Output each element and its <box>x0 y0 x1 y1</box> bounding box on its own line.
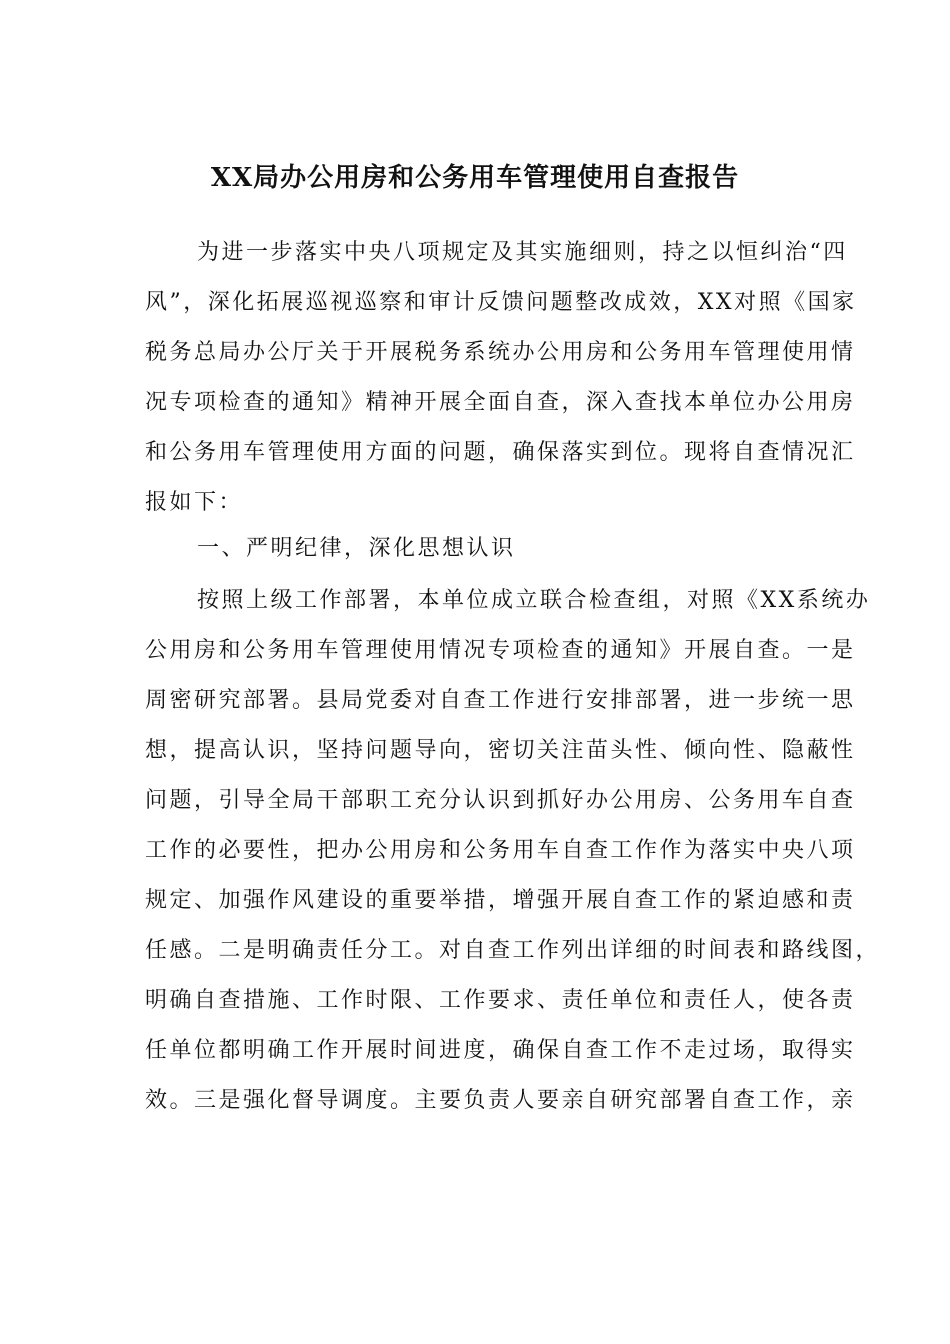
section-heading <box>145 524 805 574</box>
paragraph-line: 税务总局办公厅关于开展税务系统办公用房和公务用车管理使用情 <box>145 340 856 365</box>
paragraph-line: 和公务用车管理使用方面的问题，确保落实到位。现将自查情况汇 <box>145 440 856 465</box>
paragraph-line: 按照上级工作部署，本单位成立联合检查组，对照《XX系统办 <box>197 588 871 613</box>
paragraph-line: 规定、加强作风建设的重要举措，增强开展自查工作的紧迫感和责 <box>145 888 856 913</box>
paragraph-line: 效。三是强化督导调度。主要负责人要亲自研究部署自查工作，亲 <box>145 1088 856 1113</box>
paragraph-line: 问题，引导全局干部职工充分认识到抓好办公用房、公务用车自查 <box>145 788 856 813</box>
paragraph-line: 风”，深化拓展巡视巡察和审计反馈问题整改成效，XX对照《国家 <box>145 290 857 315</box>
section-heading-text: 一、严明纪律，深化思想认识 <box>197 536 516 561</box>
paragraph-line: 明确自查措施、工作时限、工作要求、责任单位和责任人，使各责 <box>145 988 856 1013</box>
paragraph-line: 公用房和公务用车管理使用情况专项检查的通知》开展自查。一是 <box>145 638 856 663</box>
paragraph-line: 想，提高认识，坚持问题导向，密切关注苗头性、倾向性、隐蔽性 <box>145 738 856 763</box>
paragraph-line: 为进一步落实中央八项规定及其实施细则，持之以恒纠治“四 <box>197 240 848 265</box>
paragraph-line: 任感。二是明确责任分工。对自查工作列出详细的时间表和路线图， <box>145 938 881 963</box>
intro-paragraph <box>145 228 857 528</box>
paragraph-line: 周密研究部署。县局党委对自查工作进行安排部署，进一步统一思 <box>145 688 856 713</box>
paragraph-line: 况专项检查的通知》精神开展全面自查，深入查找本单位办公用房 <box>145 390 856 415</box>
document-title: XX局办公用房和公务用车管理使用自查报告 <box>210 163 740 193</box>
paragraph-line: 报如下： <box>145 490 244 515</box>
paragraph-line: 任单位都明确工作开展时间进度，确保自查工作不走过场，取得实 <box>145 1038 856 1063</box>
section-paragraph <box>145 576 881 1126</box>
paragraph-line: 工作的必要性，把办公用房和公务用车自查工作作为落实中央八项 <box>145 838 856 863</box>
